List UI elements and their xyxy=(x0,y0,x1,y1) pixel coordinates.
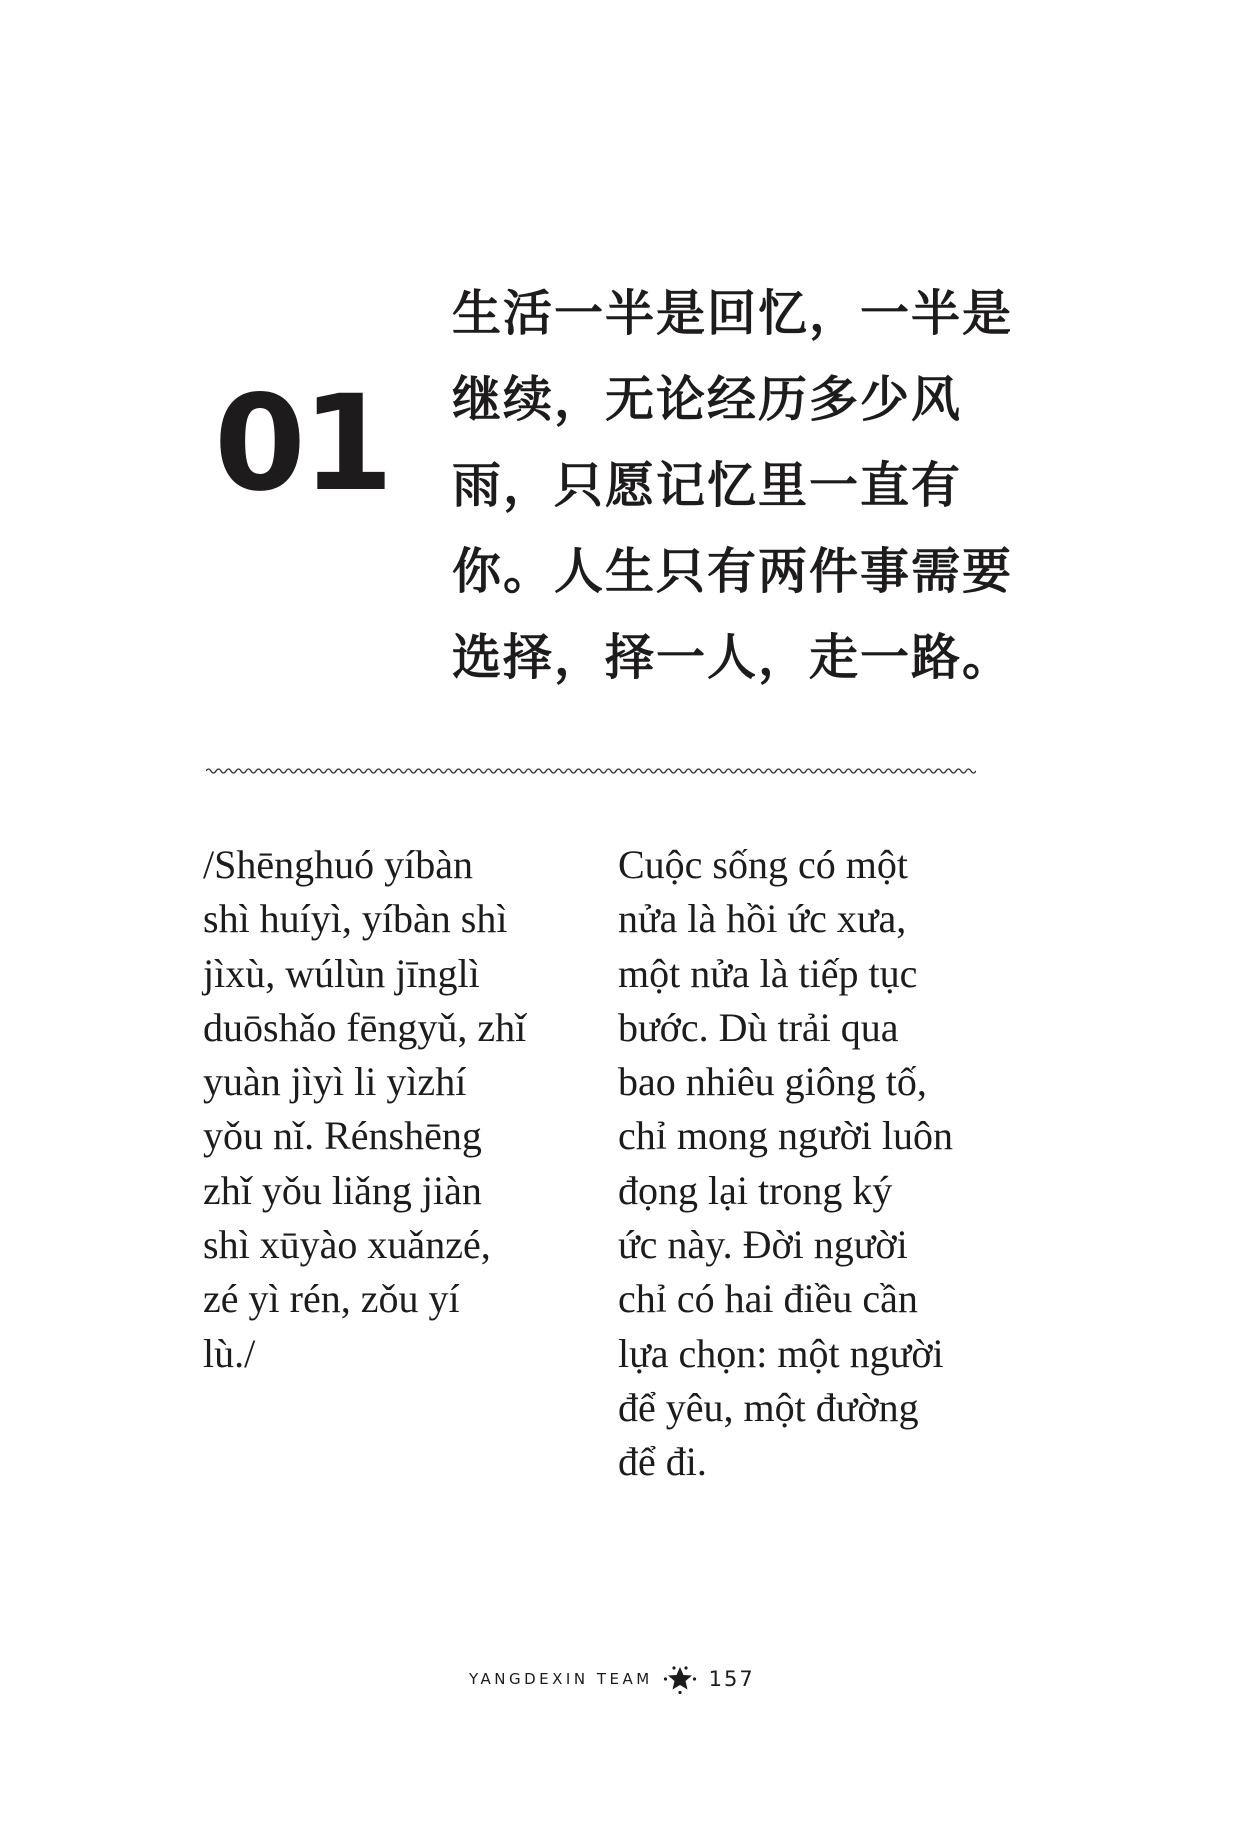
vietnamese-line: bao nhiêu giông tố, xyxy=(618,1059,927,1105)
chinese-quote xyxy=(452,284,1014,715)
page-number: 157 xyxy=(708,1667,755,1691)
vietnamese-line: một nửa là tiếp tục xyxy=(618,950,918,996)
pinyin-text xyxy=(203,838,526,1381)
vietnamese-line: để đi. xyxy=(618,1439,707,1485)
vietnamese-line: chỉ mong người luôn xyxy=(618,1113,954,1159)
pinyin-line: yuàn jìyì li yìzhí xyxy=(203,1059,467,1105)
pinyin-line: yǒu nǐ. Rénshēng xyxy=(203,1113,482,1159)
pinyin-line: duōshǎo fēngyǔ, zhǐ xyxy=(203,1004,527,1050)
vietnamese-line: để yêu, một đường xyxy=(618,1384,919,1430)
pinyin-line: zé yì rén, zǒu yí xyxy=(203,1276,460,1322)
pinyin-line: jìxù, wúlùn jīnglì xyxy=(203,950,480,996)
pinyin-line: shì huíyì, yíbàn shì xyxy=(203,896,508,942)
vietnamese-line: chỉ có hai điều cần xyxy=(618,1276,918,1322)
pinyin-line: lù./ xyxy=(203,1330,256,1376)
pinyin-line: /Shēnghuó yíbàn xyxy=(203,842,473,887)
section-number: 01 xyxy=(214,367,390,521)
chinese-line: 生活一半是回忆，一半是 xyxy=(452,284,1014,342)
chinese-line: 你。人生只有两件事需要 xyxy=(452,542,1014,600)
star-icon xyxy=(663,1664,697,1694)
page-footer xyxy=(469,1664,755,1694)
wavy-divider xyxy=(206,764,976,778)
chinese-line: 继续，无论经历多少风 xyxy=(452,370,963,428)
vietnamese-text xyxy=(618,838,953,1490)
pinyin-line: zhǐ yǒu liǎng jiàn xyxy=(203,1167,482,1213)
vietnamese-line: đọng lại trong ký xyxy=(618,1167,893,1213)
pinyin-line: shì xūyào xuǎnzé, xyxy=(203,1222,491,1268)
vietnamese-line: Cuộc sống có một xyxy=(618,842,908,887)
chinese-line: 选择，择一人，走一路。 xyxy=(452,628,1014,686)
vietnamese-line: nửa là hồi ức xưa, xyxy=(618,896,907,942)
vietnamese-line: ức này. Đời người xyxy=(618,1222,908,1268)
chinese-line: 雨，只愿记忆里一直有 xyxy=(452,456,963,514)
vietnamese-line: bước. Dù trải qua xyxy=(618,1004,899,1050)
vietnamese-line: lựa chọn: một người xyxy=(618,1330,944,1376)
team-name: YANGDEXIN TEAM xyxy=(469,1670,653,1688)
